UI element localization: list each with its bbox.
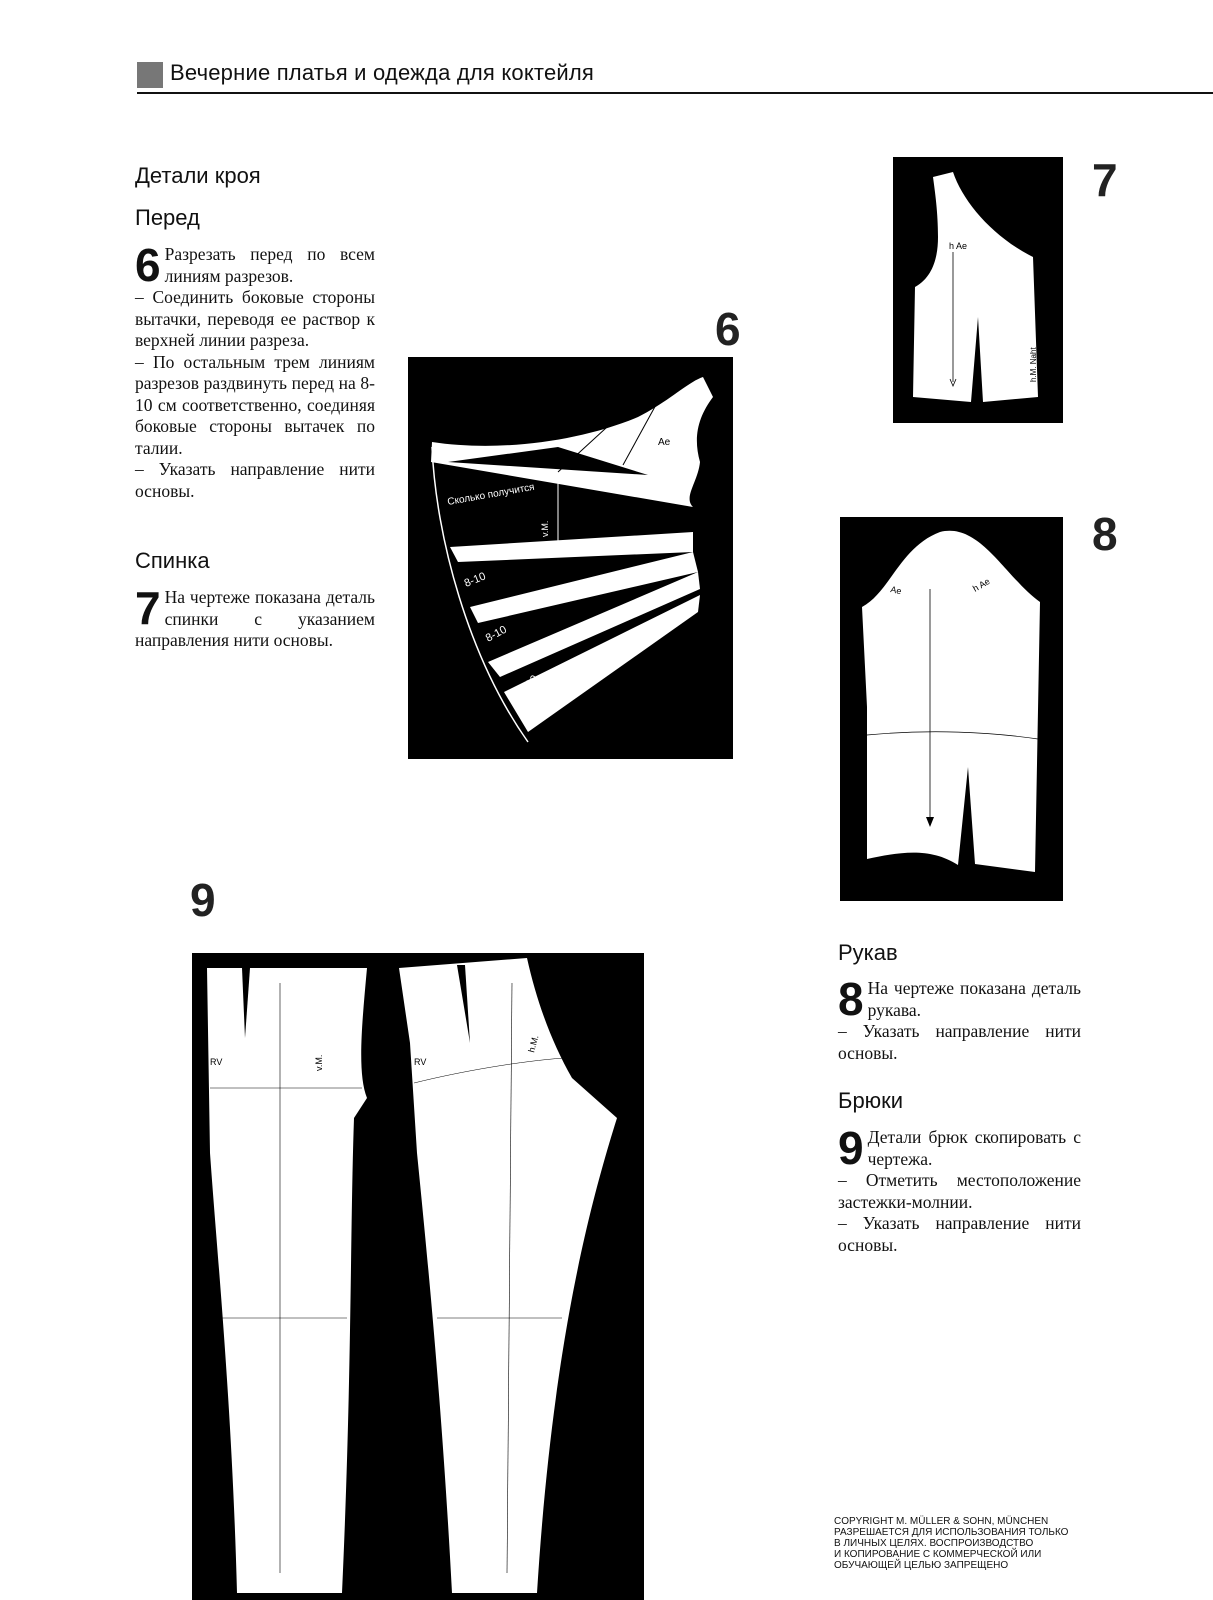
trousers-step-number: 9 — [838, 1122, 864, 1174]
fig8-label-hae: h Ae — [971, 576, 992, 594]
section-back-title: Спинка — [135, 548, 210, 573]
fig6-label-vm: v.M. — [540, 520, 550, 537]
figure-9-trousers-pattern — [192, 953, 644, 1600]
front-line-3: – По остальным трем линиям разрезов раздвинуть перед на 8-10 см соответственно, соединяя боковые стороны вытачек по талии. — [135, 351, 375, 458]
back-step-number: 7 — [135, 582, 161, 634]
fig8-label-ae: Ae — [889, 584, 903, 597]
fig9-label-hm: h.M. — [526, 1034, 541, 1054]
figure-7-number: 7 — [1092, 154, 1118, 206]
figure-8-drawing — [840, 517, 1063, 901]
sleeve-instructions — [838, 973, 1081, 1064]
fig6-label-spread-2: 8-10 — [483, 623, 509, 645]
fig6-label-note: Сколько получится — [446, 481, 536, 508]
trousers-instructions — [838, 1122, 1081, 1256]
section-trousers-title: Брюки — [838, 1088, 904, 1113]
fig7-label-hae: h Ae — [949, 241, 968, 251]
front-line-2: – Соединить боковые стороны вытачки, переводя ее раствор к верхней линии разреза. — [135, 287, 375, 350]
trousers-line-3: – Указать направление нити основы. — [838, 1213, 1081, 1255]
fig9-back-leg — [399, 958, 617, 1593]
section-details-title: Детали кроя — [135, 163, 261, 188]
front-step-number: 6 — [135, 239, 161, 291]
figure-7-drawing — [893, 157, 1063, 423]
fig7-label-hmnaht: h.M. Naht — [1029, 347, 1038, 382]
fig6-label-spread-3: 8-10 — [516, 673, 541, 698]
sleeve-step-number: 8 — [838, 973, 864, 1025]
fig9-label-vm: v.M. — [314, 1054, 324, 1071]
fig6-top-piece — [431, 377, 713, 507]
back-line-1: На чертеже показана деталь спинки с указанием направления нити основы. — [135, 587, 375, 650]
section-front-title: Перед — [135, 205, 200, 230]
figure-8-number: 8 — [1092, 508, 1118, 560]
figure-8-sleeve-pattern — [840, 517, 1063, 901]
fig6-label-spread-1: 8-10 — [462, 570, 488, 590]
header-rule — [137, 92, 1213, 94]
front-line-4: – Указать направление нити основы. — [135, 459, 375, 501]
figure-6-drawing — [408, 357, 733, 759]
copyright-notice: COPYRIGHT M. MÜLLER & SOHN, MÜNCHEN РАЗРЕШАЕТСЯ ДЛЯ ИСПОЛЬЗОВАНИЯ ТОЛЬКО В ЛИЧНЫХ ЦЕЛЯХ. ВОСПРОИЗВОДСТВО И КОПИРОВАНИЕ С КОММЕРЧЕСКОЙ ИЛИ ОБУЧАЮЩЕЙ ЦЕЛЬЮ ЗАПРЕЩЕНО — [834, 1516, 1069, 1571]
fig9-label-rv-front: RV — [210, 1057, 223, 1067]
front-instructions — [135, 239, 375, 502]
fig7-back-piece — [913, 172, 1038, 402]
header-marker — [137, 62, 163, 88]
trousers-line-1: Детали брюк скопировать с чертежа. — [867, 1127, 1081, 1169]
sleeve-line-1: На чертеже показана деталь рукава. — [867, 978, 1081, 1020]
figure-7-back-pattern — [893, 157, 1063, 423]
section-sleeve-title: Рукав — [838, 940, 898, 965]
fig9-label-rv-back: RV — [414, 1057, 427, 1067]
back-instructions — [135, 582, 375, 652]
fig9-front-leg — [207, 968, 367, 1593]
figure-6-number: 6 — [715, 303, 741, 355]
sleeve-line-2: – Указать направление нити основы. — [838, 1021, 1081, 1063]
front-line-1: Разрезать перед по всем линиям разрезов. — [164, 244, 375, 286]
fig8-sleeve-piece — [862, 531, 1040, 872]
figure-9-drawing — [192, 953, 644, 1600]
trousers-line-2: – Отметить местоположение застежки-молнии. — [838, 1170, 1081, 1212]
figure-6-front-pattern — [408, 357, 733, 759]
figure-9-number: 9 — [190, 874, 216, 926]
page-header-title: Вечерние платья и одежда для коктейля — [170, 60, 595, 85]
fig6-strip-2 — [450, 532, 693, 562]
fig6-label-ae: Ae — [658, 437, 671, 448]
